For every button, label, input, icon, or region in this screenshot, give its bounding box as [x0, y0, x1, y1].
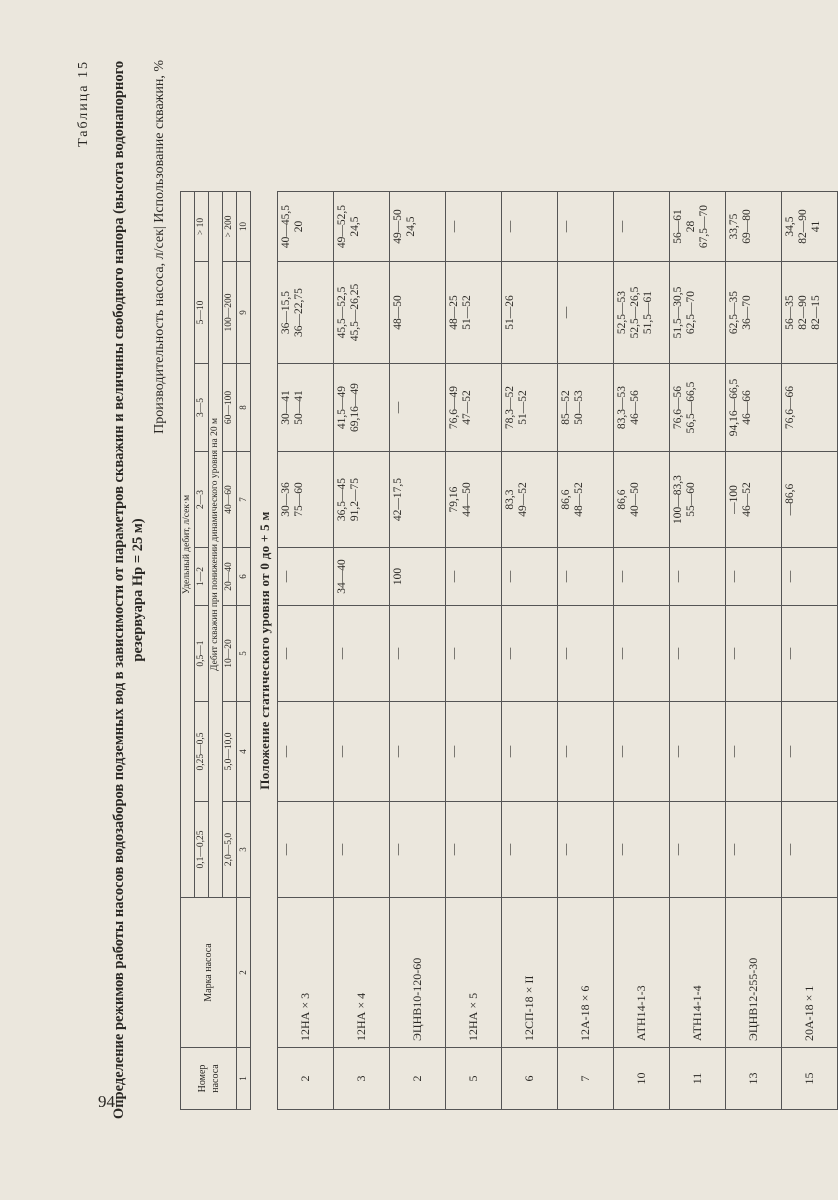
value-line: —	[728, 843, 740, 856]
value-line: 94,16—66,5	[728, 378, 740, 437]
value-line: 85—52	[560, 390, 572, 425]
value-line: 41	[810, 220, 822, 233]
value-line: —	[280, 843, 292, 856]
value-line: 55—60	[685, 482, 697, 517]
well-yield-range: > 200	[223, 192, 237, 262]
value-cell	[782, 262, 838, 364]
value-line: —	[672, 647, 684, 660]
value-cell	[726, 364, 782, 452]
specific-yield-range: 1—2	[195, 548, 209, 606]
value-line: —	[784, 843, 796, 856]
value-line: 86,6	[616, 489, 628, 510]
value-line: —	[672, 843, 684, 856]
value-line: —	[784, 647, 796, 660]
value-line: —	[504, 647, 516, 660]
value-cell	[446, 452, 502, 548]
value-cell	[446, 548, 502, 606]
value-cell	[502, 548, 558, 606]
value-cell	[614, 702, 670, 802]
value-cell	[614, 548, 670, 606]
value-line: 56,5—66,5	[685, 381, 697, 434]
value-line: 76,6—49	[448, 385, 460, 430]
value-line: 78,3—52	[504, 385, 516, 430]
value-cell	[614, 802, 670, 898]
table-row	[334, 192, 390, 1110]
pump-brand-cell: АТН14-1-4	[670, 898, 726, 1048]
data-table	[180, 191, 838, 1110]
value-cell	[614, 262, 670, 364]
value-cell	[446, 702, 502, 802]
value-cell	[278, 452, 334, 548]
well-yield-range: 40—60	[223, 452, 237, 548]
value-cell	[614, 606, 670, 702]
value-line: —	[448, 745, 460, 758]
value-cell	[278, 606, 334, 702]
value-line: 67,5—70	[698, 204, 710, 249]
value-line: 51—26	[504, 295, 516, 330]
value-line: 36—70	[741, 295, 753, 330]
value-line: 75—60	[293, 482, 305, 517]
table-row	[670, 192, 726, 1110]
pump-number-cell: 3	[334, 1048, 390, 1110]
value-line: 42—17,5	[392, 477, 404, 522]
pump-number-cell: 13	[726, 1048, 782, 1110]
value-cell	[390, 802, 446, 898]
value-line: 34,5	[784, 216, 796, 237]
value-line: 82—90	[797, 209, 809, 244]
value-line: 30—36	[280, 482, 292, 517]
value-cell	[334, 262, 390, 364]
value-line: 49—52,5	[336, 204, 348, 249]
value-cell	[390, 702, 446, 802]
column-number: 1	[237, 1048, 251, 1110]
column-number: 8	[237, 364, 251, 452]
value-line: 51—52	[517, 390, 529, 425]
rotated-table-page	[72, 50, 822, 1150]
value-line: 69—80	[741, 209, 753, 244]
value-line: 52,5—26,5	[629, 286, 641, 339]
table-label: Таблица 15	[76, 60, 91, 147]
value-line: —	[448, 570, 460, 583]
table-row	[502, 192, 558, 1110]
value-line: —86,6	[784, 483, 796, 516]
header-specific-yield: Удельный дебит, л/сек·м	[181, 192, 195, 898]
value-line: —	[392, 745, 404, 758]
table-row	[558, 192, 614, 1110]
pump-number-cell: 2	[390, 1048, 446, 1110]
specific-yield-range: 0,5—1	[195, 606, 209, 702]
specific-yield-range: 0,1—0,25	[195, 802, 209, 898]
value-cell	[782, 802, 838, 898]
pump-number-cell: 5	[446, 1048, 502, 1110]
value-cell	[614, 192, 670, 262]
well-yield-range: 100—200	[223, 262, 237, 364]
value-cell	[726, 606, 782, 702]
value-line: 62,5—35	[728, 290, 740, 335]
value-line: —100	[728, 485, 740, 514]
pump-number-cell: 15	[782, 1048, 838, 1110]
value-cell	[502, 452, 558, 548]
table-row	[446, 192, 502, 1110]
table-row	[726, 192, 782, 1110]
value-line: —	[448, 647, 460, 660]
value-line: 51,5—61	[642, 290, 654, 335]
value-line: 86,6	[560, 489, 572, 510]
value-cell	[278, 262, 334, 364]
value-line: 46—56	[629, 390, 641, 425]
value-cell	[278, 548, 334, 606]
value-line: —	[392, 843, 404, 856]
value-cell	[558, 606, 614, 702]
value-cell	[390, 452, 446, 548]
value-cell	[334, 452, 390, 548]
value-line: 62,5—70	[685, 290, 697, 335]
value-cell	[614, 452, 670, 548]
value-line: —	[336, 745, 348, 758]
value-line: —	[616, 843, 628, 856]
value-cell	[782, 606, 838, 702]
column-number: 6	[237, 548, 251, 606]
value-line: —	[336, 647, 348, 660]
value-cell	[334, 548, 390, 606]
value-cell	[782, 364, 838, 452]
header-pump-brand: Марка насоса	[181, 898, 237, 1048]
header-pump-number: Номер насоса	[181, 1048, 237, 1110]
column-number: 10	[237, 192, 251, 262]
value-line: 33,75	[728, 213, 740, 240]
value-line: 49—50	[392, 209, 404, 244]
value-line: —	[560, 570, 572, 583]
value-line: —	[560, 843, 572, 856]
value-line: 49—52	[517, 482, 529, 517]
value-line: 28	[685, 220, 697, 233]
value-line: —	[616, 570, 628, 583]
specific-yield-range: > 10	[195, 192, 209, 262]
value-line: —	[448, 843, 460, 856]
value-cell	[278, 702, 334, 802]
value-cell	[670, 262, 726, 364]
value-line: —	[784, 570, 796, 583]
pump-brand-cell: 12СП-18 × II	[502, 898, 558, 1048]
value-line: 36—15,5	[280, 290, 292, 335]
value-line: 82—90	[797, 295, 809, 330]
table-body	[251, 192, 838, 1110]
value-cell	[726, 262, 782, 364]
value-cell	[278, 192, 334, 262]
column-number: 3	[237, 802, 251, 898]
value-cell	[558, 548, 614, 606]
well-yield-range: 60—100	[223, 364, 237, 452]
value-cell	[782, 452, 838, 548]
value-line: —	[560, 306, 572, 319]
value-line: 69,16—49	[349, 383, 361, 432]
pump-number-cell: 10	[614, 1048, 670, 1110]
value-line: 36,5—45	[336, 477, 348, 522]
value-cell	[278, 802, 334, 898]
value-line: —	[616, 745, 628, 758]
value-line: 76,6—66	[784, 385, 796, 430]
value-cell	[782, 702, 838, 802]
value-line: —	[504, 843, 516, 856]
value-cell	[502, 262, 558, 364]
value-cell	[390, 548, 446, 606]
section-title: Положение статического уровня от 0 до + 5 м	[251, 192, 278, 1110]
specific-yield-range: 2—3	[195, 452, 209, 548]
value-line: 100—83,3	[672, 475, 684, 524]
value-cell	[334, 702, 390, 802]
value-cell	[502, 802, 558, 898]
value-line: 45,5—26,25	[349, 283, 361, 342]
value-line: —	[392, 647, 404, 660]
value-cell	[558, 192, 614, 262]
value-line: —	[280, 570, 292, 583]
value-line: 51,5—30,5	[672, 286, 684, 339]
value-cell	[446, 262, 502, 364]
pump-brand-cell: 12НА × 3	[278, 898, 334, 1048]
value-cell	[390, 192, 446, 262]
pump-number-cell: 11	[670, 1048, 726, 1110]
value-line: —	[280, 647, 292, 660]
specific-yield-range: 3—5	[195, 364, 209, 452]
pump-number-cell: 6	[502, 1048, 558, 1110]
table-row	[782, 192, 838, 1110]
pump-brand-cell: 12НА × 5	[446, 898, 502, 1048]
value-line: 52,5—53	[616, 290, 628, 335]
value-line: 34—40	[336, 559, 348, 594]
value-cell	[334, 364, 390, 452]
value-line: —	[616, 647, 628, 660]
value-line: —	[672, 745, 684, 758]
value-cell	[614, 364, 670, 452]
value-line: 83,3	[504, 489, 516, 510]
pump-brand-cell: 20А-18 × 1	[782, 898, 838, 1048]
well-yield-range: 2,0—5,0	[223, 802, 237, 898]
value-line: 41,5—49	[336, 385, 348, 430]
specific-yield-range: 0,25—0,5	[195, 702, 209, 802]
value-line: 40—50	[629, 482, 641, 517]
pump-brand-cell: ЭЦНВ12-255-30	[726, 898, 782, 1048]
value-line: 50—53	[573, 390, 585, 425]
value-line: 24,5	[405, 216, 417, 237]
value-line: —	[560, 745, 572, 758]
value-line: 79,16	[448, 486, 460, 513]
value-line: —	[504, 220, 516, 233]
value-line: 56—35	[784, 295, 796, 330]
table-row	[390, 192, 446, 1110]
value-line: 48—50	[392, 295, 404, 330]
value-cell	[278, 364, 334, 452]
specific-yield-range: 5—10	[195, 262, 209, 364]
page-number: 94	[98, 1092, 115, 1111]
value-line: —	[504, 745, 516, 758]
pump-brand-cell: АТН14-1-3	[614, 898, 670, 1048]
table-title: Определение режимов работы насосов водозаборов подземных вод в зависимости от параметров скважин и величины свободного напора (высота водонапорного резервуара Нр = 25 м)	[111, 60, 146, 1120]
value-cell	[670, 452, 726, 548]
well-yield-range: 20—40	[223, 548, 237, 606]
pump-brand-cell: 12А-18 × 6	[558, 898, 614, 1048]
value-cell	[334, 802, 390, 898]
value-line: 51—52	[461, 295, 473, 330]
value-cell	[726, 452, 782, 548]
value-line: —	[728, 647, 740, 660]
value-cell	[446, 192, 502, 262]
value-line: —	[448, 220, 460, 233]
value-line: —	[784, 745, 796, 758]
value-line: 76,6—56	[672, 385, 684, 430]
value-cell	[390, 364, 446, 452]
value-line: 56—61	[672, 209, 684, 244]
value-cell	[726, 548, 782, 606]
pump-brand-cell: 12НА × 4	[334, 898, 390, 1048]
value-line: —	[280, 745, 292, 758]
pump-number-cell: 7	[558, 1048, 614, 1110]
value-cell	[334, 606, 390, 702]
value-line: 83,3—53	[616, 385, 628, 430]
value-cell	[558, 702, 614, 802]
value-line: 46—66	[741, 390, 753, 425]
value-cell	[726, 192, 782, 262]
value-line: —	[672, 570, 684, 583]
well-yield-range: 5,0—10,0	[223, 702, 237, 802]
value-cell	[446, 802, 502, 898]
column-number: 7	[237, 452, 251, 548]
table-subtitle: Производительность насоса, л/сек| Использование скважин, %	[152, 60, 167, 434]
column-number: 9	[237, 262, 251, 364]
value-cell	[670, 606, 726, 702]
value-line: —	[560, 220, 572, 233]
value-line: 24,5	[349, 216, 361, 237]
value-line: —	[728, 570, 740, 583]
table-row	[278, 192, 334, 1110]
value-line: 46—52	[741, 482, 753, 517]
value-cell	[446, 364, 502, 452]
value-line: 47—52	[461, 390, 473, 425]
value-line: 36—22,75	[293, 288, 305, 337]
value-cell	[558, 364, 614, 452]
value-cell	[502, 364, 558, 452]
value-line: 40—45,5	[280, 204, 292, 249]
value-cell	[558, 802, 614, 898]
value-cell	[670, 192, 726, 262]
value-cell	[390, 262, 446, 364]
value-line: 30—41	[280, 390, 292, 425]
value-line: 20	[293, 220, 305, 233]
value-cell	[502, 606, 558, 702]
table-row	[614, 192, 670, 1110]
value-line: —	[616, 220, 628, 233]
pump-brand-cell: ЭЦНВ10-120-60	[390, 898, 446, 1048]
value-cell	[782, 548, 838, 606]
value-cell	[670, 802, 726, 898]
value-line: —	[504, 570, 516, 583]
value-cell	[334, 192, 390, 262]
value-line: 48—52	[573, 482, 585, 517]
value-line: 48—25	[448, 295, 460, 330]
value-line: 45,5—52,5	[336, 286, 348, 339]
value-line: —	[392, 401, 404, 414]
value-line: 91,2—75	[349, 477, 361, 522]
column-number: 2	[237, 898, 251, 1048]
well-yield-range: 10—20	[223, 606, 237, 702]
value-cell	[446, 606, 502, 702]
value-cell	[558, 452, 614, 548]
value-cell	[670, 548, 726, 606]
value-cell	[670, 364, 726, 452]
value-cell	[390, 606, 446, 702]
value-cell	[782, 192, 838, 262]
column-number: 4	[237, 702, 251, 802]
value-cell	[502, 702, 558, 802]
value-line: —	[728, 745, 740, 758]
value-cell	[502, 192, 558, 262]
value-line: 50—41	[293, 390, 305, 425]
value-cell	[726, 702, 782, 802]
column-number: 5	[237, 606, 251, 702]
header-well-yield: Дебит скважин при понижении динамического уровня на 20 м	[209, 192, 223, 898]
value-line: 44—50	[461, 482, 473, 517]
value-cell	[726, 802, 782, 898]
value-line: —	[336, 843, 348, 856]
pump-number-cell: 2	[278, 1048, 334, 1110]
value-line: —	[560, 647, 572, 660]
value-cell	[558, 262, 614, 364]
value-cell	[670, 702, 726, 802]
value-line: 82—15	[810, 295, 822, 330]
value-line: 100	[392, 567, 404, 586]
